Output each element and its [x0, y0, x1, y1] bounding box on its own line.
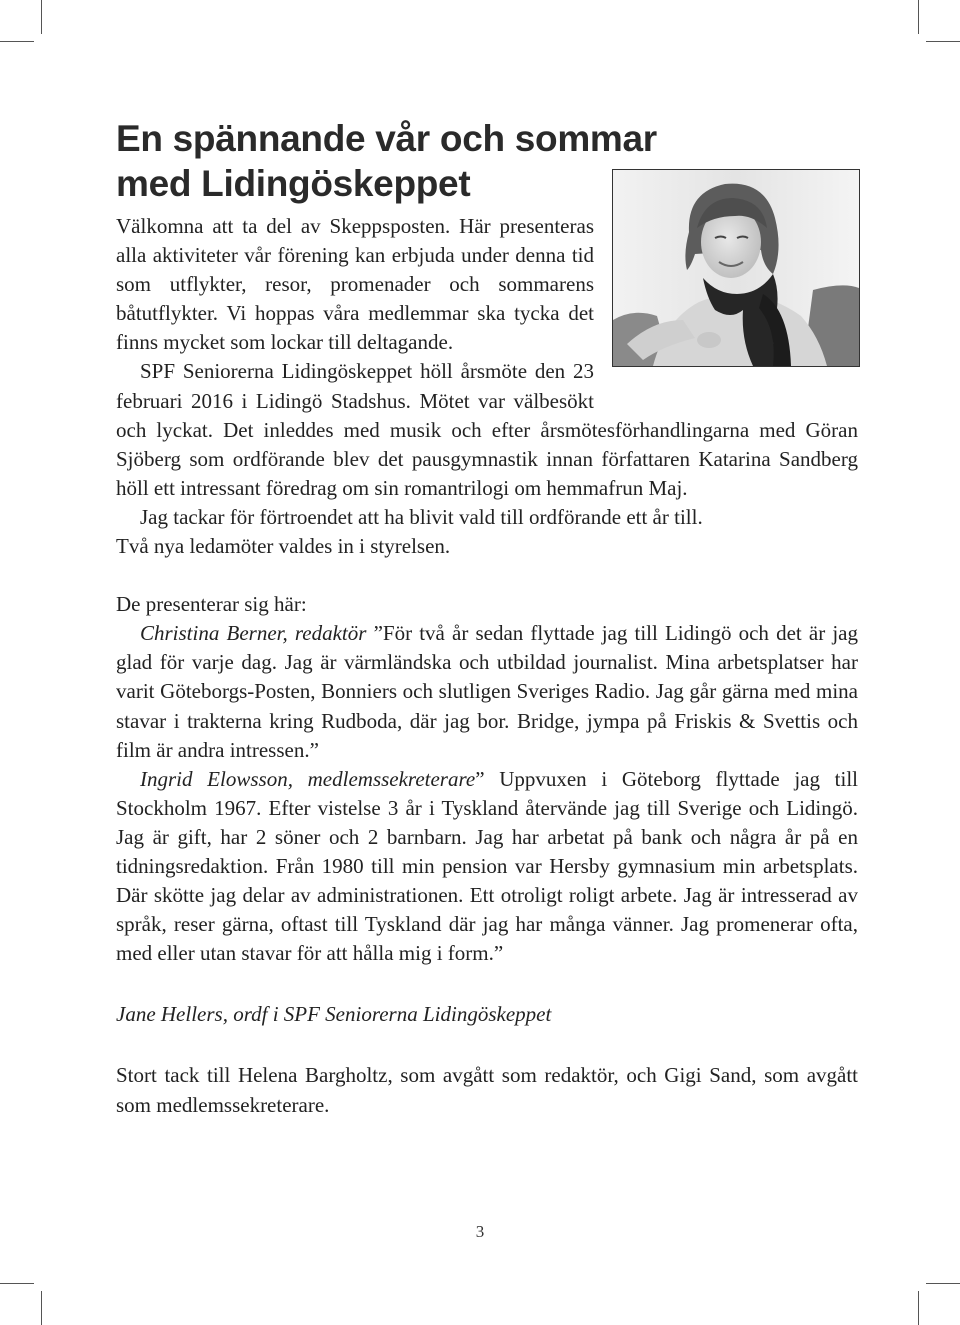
chair-thanks-paragraph: Jag tackar för förtroendet att ha blivit vald till ordförande ett år till.	[140, 504, 703, 529]
crop-mark-bottom-right	[918, 1291, 919, 1325]
presenting-paragraph: De presenterar sig här:	[116, 592, 307, 617]
intro-paragraph: Välkomna att ta del av Skeppsposten. Här presenteras alla aktiviteter vår förening kan erbjuda under denna tid som utflykter, resor, promenader och sommarens båtutflykter. Vi hoppas våra medlemmar ska tycka det finns mycket som lockar till deltagande.	[116, 214, 594, 355]
article-body	[116, 212, 858, 1120]
crop-mark-right-top	[926, 41, 960, 42]
new-members-paragraph: Två nya ledamöter valdes in i styrelsen.	[116, 534, 451, 559]
crop-mark-top-left	[41, 0, 42, 34]
article-title-line-2: med Lidingöskeppet	[116, 163, 471, 204]
crop-mark-left-top	[0, 41, 34, 42]
person2-paragraph	[116, 765, 858, 969]
crop-mark-bottom-left	[41, 1291, 42, 1325]
crop-mark-top-right	[918, 0, 919, 34]
closing-paragraph: Stort tack till Helena Bargholtz, som avgått som redaktör, och Gigi Sand, som avgått som medlemssekreterare.	[116, 1063, 858, 1117]
crop-mark-right-bottom	[926, 1283, 960, 1284]
person1-name: Christina Berner, redaktör	[140, 621, 367, 646]
person2-text: ” Uppvuxen i Göteborg flyttade jag till Stockholm 1967. Efter vistelse 3 år i Tyskland återvände jag till Sverige och Lidingö. Jag är gift, har 2 söner och 2 barnbarn. Jag har arbetat på bank och några år på en tidningsredaktion. Från 1980 till min pension var Hersby gymnasium min arbetsplats. Där skötte jag delar av administrationen. Ett otroligt roligt arbete. Jag är intresserad av språk, reser gärna, oftast till Tyskland där jag har många vänner. Jag promenerar ofta, med eller utan stavar för att hålla mig i form.”	[116, 766, 858, 966]
person1-text: ”För två år sedan flyttade jag till Lidingö och det är jag glad för varje dag. Jag är värmländska och utbildad journalist. Mina arbetsplatser har varit Göteborgs-Posten, Bonniers och slutligen Sveriges Radio. Jag går gärna med mina stavar i trakterna kring Rudboda, där jag bor. Bridge, jympa på Friskis & Svettis och film är andra intressen.”	[116, 621, 858, 762]
article-title-line-1: En spännande vår och sommar	[116, 118, 657, 159]
person1-paragraph	[116, 619, 858, 764]
person2-name: Ingrid Elowsson, medlemssekreterare	[140, 766, 476, 791]
crop-mark-left-bottom	[0, 1283, 34, 1284]
page-number: 3	[475, 1222, 485, 1241]
annual-meeting-paragraph: SPF Seniorerna Lidingöskeppet höll årsmöte den 23 februari 2016 i Lidingö Stadshus. Mötet var välbesökt och lyckat. Det inleddes med musik och efter årsmötesförhandlingarna med Göran Sjöberg som ordförande blev det pausgymnastik innan författaren Katarina Sandberg höll ett intressant föredrag om sin romantrilogi om hemmafrun Maj.	[116, 359, 858, 500]
signature: Jane Hellers, ordf i SPF Seniorerna Lidingöskeppet	[116, 1002, 552, 1027]
